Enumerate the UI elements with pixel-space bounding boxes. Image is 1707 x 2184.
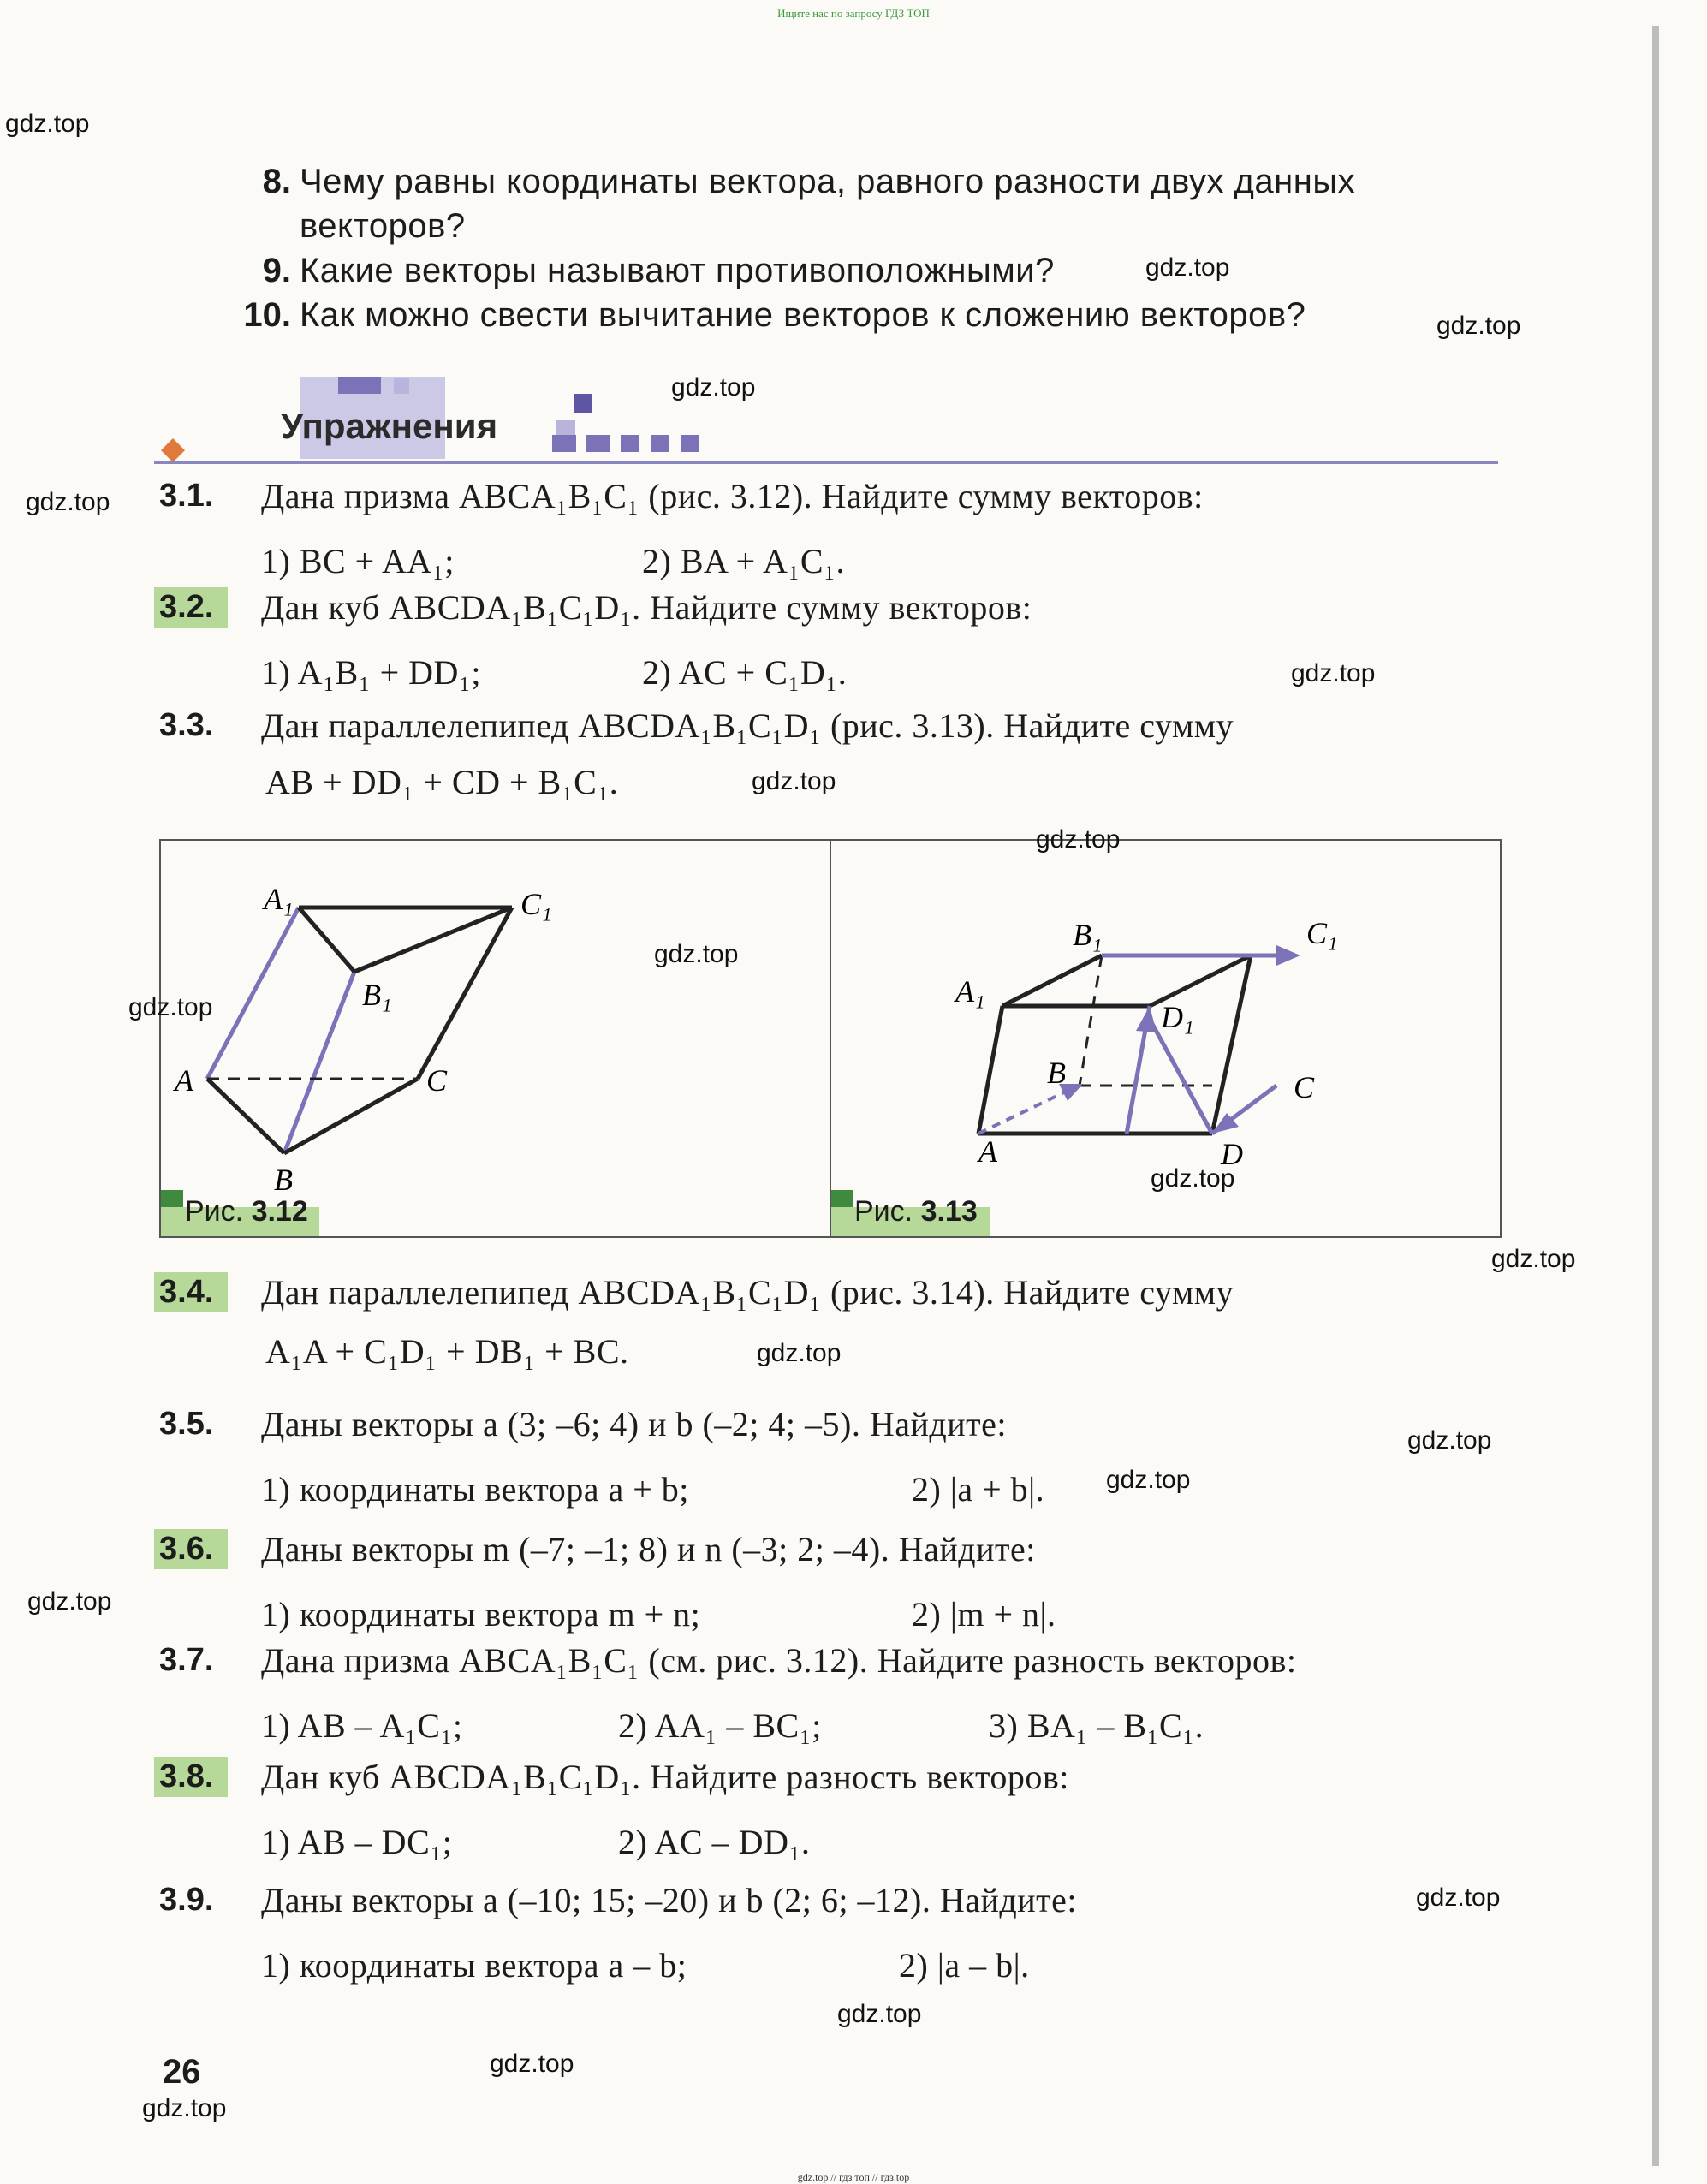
figure-3-12 (159, 839, 831, 1238)
exercise-part: AB + DD₁ + CD + B₁C₁. (265, 763, 619, 801)
section-title: Упражнения (281, 406, 498, 446)
exercise-part: 2) AA₁ – BC₁; (618, 1706, 822, 1745)
watermark: gdz.top (837, 2000, 922, 2028)
figure-caption: Рис. 3.13 (854, 1195, 978, 1228)
label-C1: C₁ (1306, 916, 1338, 950)
watermark: gdz.top (757, 1339, 842, 1367)
footer-note: gdz.top // гдз топ // гдз.top (797, 2171, 910, 2183)
label-B1: B₁ (1073, 918, 1103, 952)
question-number: 10. (243, 296, 291, 334)
label-C: C (426, 1063, 448, 1098)
exercise-part: 1) A₁B₁ + DD₁; (261, 653, 481, 692)
exercise-number: 3.9. (159, 1882, 214, 1918)
exercise-part: 2) BA + A₁C₁. (642, 542, 845, 580)
question-text: Какие векторы называют противоположными? (300, 252, 1055, 289)
figure-caption: Рис. 3.12 (185, 1195, 308, 1228)
label-B: B (1047, 1056, 1066, 1090)
question-number: 8. (262, 163, 291, 200)
exercise-text: Дан куб ABCDA₁B₁C₁D₁. Найдите сумму векторов: (261, 588, 1032, 627)
exercise-text: Даны векторы a (–10; 15; –20) и b (2; 6; –12). Найдите: (261, 1881, 1078, 1919)
label-C1: C₁ (520, 887, 552, 921)
watermark: gdz.top (27, 1587, 112, 1616)
exercise-part: 2) |a + b|. (912, 1470, 1045, 1509)
exercise-number: 3.6. (154, 1529, 228, 1569)
watermark: gdz.top (1436, 312, 1521, 340)
exercise-part: 1) AB – DC₁; (261, 1823, 453, 1861)
label-B: B (274, 1163, 293, 1197)
question-text: Чему равны координаты вектора, равного разности двух данных (300, 163, 1356, 200)
watermark: gdz.top (490, 2050, 574, 2078)
page-number: 26 (163, 2053, 201, 2091)
exercise-number: 3.4. (154, 1272, 228, 1312)
exercise-part: 2) |m + n|. (912, 1595, 1056, 1634)
label-D1: D₁ (1161, 1000, 1194, 1034)
watermark: gdz.top (1151, 1164, 1235, 1193)
exercise-number: 3.1. (159, 478, 214, 514)
exercise-number: 3.2. (154, 587, 228, 628)
exercise-part: 1) BC + AA₁; (261, 542, 455, 580)
exercise-part: 2) AC + C₁D₁. (642, 653, 848, 692)
exercise-part: A₁A + C₁D₁ + DB₁ + BC. (265, 1332, 629, 1371)
label-A1: A₁ (264, 882, 294, 916)
exercise-number: 3.3. (159, 707, 214, 743)
watermark: gdz.top (654, 940, 739, 968)
exercise-part: 2) AC – DD₁. (618, 1823, 811, 1861)
exercise-part: 1) координаты вектора a – b; (261, 1946, 687, 1985)
exercise-text: Дана призма ABCA₁B₁C₁ (рис. 3.12). Найдите сумму векторов: (261, 477, 1204, 515)
exercise-text: Дан параллелепипед ABCDA₁B₁C₁D₁ (рис. 3.14). Найдите сумму (261, 1273, 1234, 1312)
watermark: gdz.top (1491, 1245, 1576, 1273)
exercise-text: Даны векторы m (–7; –1; 8) и n (–3; 2; –4). Найдите: (261, 1530, 1036, 1568)
exercise-part: 1) координаты вектора a + b; (261, 1470, 689, 1509)
watermark: gdz.top (142, 2094, 227, 2122)
exercise-number: 3.7. (159, 1642, 214, 1678)
watermark: gdz.top (1036, 825, 1121, 854)
exercise-number: 3.5. (159, 1406, 214, 1442)
header-note: Ищите нас по запросу ГДЗ ТОП (777, 7, 930, 20)
question-number: 9. (262, 252, 291, 289)
question-text-cont: векторов? (300, 207, 466, 245)
exercise-text: Дан куб ABCDA₁B₁C₁D₁. Найдите разность векторов: (261, 1758, 1069, 1796)
watermark: gdz.top (671, 373, 756, 402)
watermark: gdz.top (752, 767, 836, 795)
watermark: gdz.top (1416, 1883, 1501, 1912)
label-B1: B₁ (362, 978, 392, 1012)
watermark: gdz.top (1106, 1466, 1191, 1494)
exercise-number: 3.8. (154, 1757, 228, 1797)
watermark: gdz.top (5, 110, 90, 138)
label-D: D (1221, 1137, 1243, 1171)
exercise-part: 2) |a – b|. (899, 1946, 1030, 1985)
watermark: gdz.top (1145, 253, 1230, 282)
watermark: gdz.top (1407, 1426, 1492, 1455)
exercise-text: Дана призма ABCA₁B₁C₁ (см. рис. 3.12). Найдите разность векторов: (261, 1641, 1297, 1680)
label-C: C (1294, 1070, 1315, 1104)
watermark: gdz.top (1291, 659, 1376, 687)
exercise-part: 3) BA₁ – B₁C₁. (989, 1706, 1204, 1745)
page-edge (1652, 26, 1659, 2166)
exercise-part: 1) координаты вектора m + n; (261, 1595, 701, 1634)
exercise-text: Дан параллелепипед ABCDA₁B₁C₁D₁ (рис. 3.13). Найдите сумму (261, 706, 1234, 745)
label-A1: A₁ (955, 974, 985, 1009)
prism-diagram (161, 841, 830, 1236)
exercise-text: Даны векторы a (3; –6; 4) и b (–2; 4; –5). Найдите: (261, 1405, 1008, 1443)
exercise-part: 1) AB – A₁C₁; (261, 1706, 463, 1745)
question-text: Как можно свести вычитание векторов к сложению векторов? (300, 296, 1306, 334)
label-A: A (978, 1134, 997, 1169)
label-A: A (175, 1063, 193, 1098)
watermark: gdz.top (128, 993, 213, 1021)
watermark: gdz.top (26, 488, 110, 516)
